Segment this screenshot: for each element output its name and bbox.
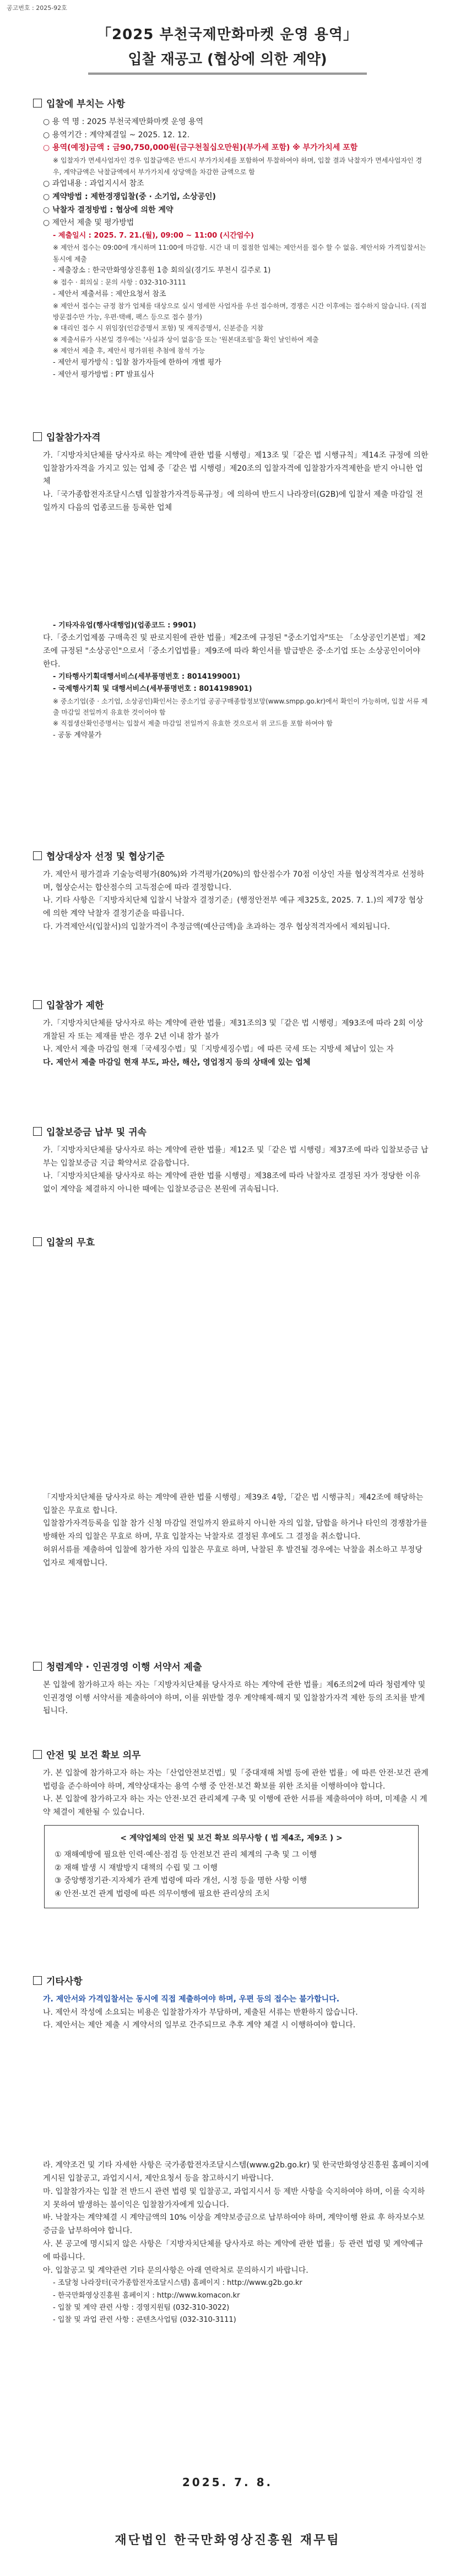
paragraph: 다. 제안서 제출 마감일 현재 부도, 파산, 해산, 영업정지 등의 상태에 있는 업체 — [43, 1058, 311, 1067]
title-divider — [88, 73, 367, 74]
code-item: - 기타행사기획대행서비스(세부품명번호 : 8014199001) — [53, 673, 240, 681]
spacer — [33, 1254, 430, 1491]
contact-item: - 입찰 및 계약 관련 사항 : 경영지원팀 (032-310-3022) — [53, 2303, 230, 2312]
checkbox-icon — [33, 1662, 42, 1671]
notice-number: 공고번호 : 2025-92호 — [7, 4, 67, 12]
paragraph: 가.「지방자치단체를 당사자로 하는 계약에 관한 법률」제31조의3 및「같은 법 시행령」제93조에 따라 2회 이상 개찰된 자 또는 제재를 받은 경우 2년 이내 참가 불가 — [43, 1018, 424, 1041]
paragraph: 가. 본 입찰에 참가하고자 하는 자는「산업안전보건법」및「중대재해 처벌 등에 관한 법률」에 따른 안전·보건 관계 법령을 준수하여야 하며, 계약상대자는 용역 수행 중 안전·보건 확보를 위한 조치를 이행하여야 합니다. — [43, 1768, 429, 1791]
paragraph: 「지방자치단체를 당사자로 하는 계약에 관한 법률 시행령」제39조 4항,「같은 법 시행규칙」제42조에 해당하는 입찰은 무효로 합니다. — [43, 1493, 424, 1515]
list-item: ○ 제안서 제출 및 평가방법 — [43, 218, 134, 228]
paragraph: 나. 제안서 제출 마감일 현재「국세징수법」및「지방세징수법」에 따른 국세 또는 지방세 체납이 있는 자 — [43, 1045, 394, 1054]
paragraph: 가. 제안서와 가격입찰서는 동시에 직접 제출하여야 하며, 우편 등의 접수는 불가합니다. — [43, 1994, 340, 2004]
checkbox-icon — [33, 1127, 42, 1136]
section-heading: 입찰참가 제한 — [33, 998, 430, 1014]
note: ※ 대리인 접수 시 위임장(인감증명서 포함) 및 재직증명서, 신분증을 지참 — [53, 324, 264, 332]
note: ※ 직접생산확인증명서는 입찰서 제출 마감일 전일까지 유효한 것으로서 위 코드를 포함 하여야 함 — [53, 720, 333, 728]
section-negotiation — [33, 849, 430, 934]
budget-note: ※ 입찰자가 면세사업자인 경우 입찰금액은 반드시 부가가치세를 포함하여 투찰하여야 하며, 입찰 결과 낙찰자가 면세사업자인 경우, 계약금액은 낙찰금액에서 부가가치세 상당액을 차감한 금액으로 함 — [53, 157, 422, 176]
section-heading: 기타사항 — [33, 1974, 430, 1990]
section-safety — [33, 1748, 430, 1914]
section-eligibility — [33, 430, 430, 742]
section-heading: 협상대상자 선정 및 협상기준 — [33, 849, 430, 865]
list-item: ○ 용 역 명 : 2025 부천국제만화마켓 운영 용역 — [43, 117, 204, 126]
eval-method: - 제안서 평가방법 : PT 발표심사 — [53, 370, 154, 379]
section-integrity — [33, 1660, 430, 1718]
note: - 제출장소 : 한국만화영상진흥원 1층 회의실(경기도 부천시 길주로 1) — [53, 266, 271, 275]
paragraph: 가.「지방자치단체를 당사자로 하는 계약에 관한 법률 시행령」제13조 및「같은 법 시행규칙」제14조 규정에 의한 입찰참가자격을 가지고 있는 업체 중「같은 법 시행령」제20조의 입찰자격에 입찰참가자격제한을 받지 아니한 업체 — [43, 450, 429, 486]
section-misc — [33, 1974, 430, 2326]
budget-row: ○ 용역(예정)금액 : 금90,750,000원(금구천칠십오만원)(부가세 포함) ※ 부가가치세 포함 — [43, 143, 358, 153]
section-invalid — [33, 1235, 430, 1570]
section-heading: 안전 및 보건 확보 의무 — [33, 1748, 430, 1764]
paragraph: 나. 본 입찰에 참가하고자 하는 자는 안전·보건 관리체계 구축 및 이행에 관한 서류를 제출하여야 하며, 미제출 시 계약 체결이 제한될 수 있습니다. — [43, 1795, 427, 1817]
contact-link[interactable]: - 한국만화영상진흥원 홈페이지 : http://www.komacon.kr — [53, 2291, 240, 2300]
note: ※ 제안서 접수는 규정 참가 업체를 대상으로 실시 영세한 사업자를 우선 접수하며, 경쟁은 시간 이후에는 접수하지 않습니다. (직접 방문접수만 가능, 우편·택배, 팩스 등으로 접수 불가) — [53, 302, 427, 321]
list-item: ③ 중앙행정기관·지자체가 관계 법령에 따라 개선, 시정 등을 명한 사항 이행 — [55, 1876, 307, 1886]
paragraph: 나.「국가종합전자조달시스템 입찰참가자격등록규정」에 의하여 반드시 나라장터(G2B)에 입찰서 제출 마감일 전일까지 다음의 업종코드를 등록한 업체 — [43, 490, 423, 513]
contact-link[interactable]: - 조달청 나라장터(국가종합전자조달시스템) 홈페이지 : http://www.g2b.go.kr — [53, 2279, 302, 2288]
section-heading: 청렴계약 · 인권경영 이행 서약서 제출 — [33, 1660, 430, 1676]
note: ※ 제안서 접수는 09:00에 개시하며 11:00에 마감함. 시간 내 미 접점한 업체는 제안서를 접수 할 수 없음. 제안서와 가격입찰서는 동시에 제출 — [53, 244, 426, 263]
note: ※ 제안서 제출 후, 제안서 평가위원 추첨에 참석 가능 — [53, 347, 205, 355]
section-heading: 입찰보증금 납부 및 귀속 — [33, 1125, 430, 1141]
paragraph: 아. 입찰공고 및 계약관련 기타 문의사항은 아래 연락처로 문의하시기 바랍니다. — [43, 2266, 308, 2275]
paragraph: 나. 기타 사항은「지방자치단체 입찰시 낙찰자 결정기준」(행정안전부 예규 제325호, 2025. 7. 1.)의 제7장 협상에 의한 계약 낙찰자 결정기준을 따릅니다. — [43, 896, 424, 919]
section-restriction — [33, 998, 430, 1070]
note: ※ 제출서류가 사본일 경우에는 '사실과 상이 없음'을 또는 '원본대조필'을 확인 날인하여 제출 — [53, 335, 319, 344]
checkbox-icon — [33, 1237, 42, 1246]
section-heading: 입찰에 부치는 사항 — [33, 96, 430, 112]
checkbox-icon — [33, 1750, 42, 1759]
safety-obligations-box — [44, 1825, 419, 1908]
checkbox-icon — [33, 99, 42, 108]
checkbox-icon — [33, 1976, 42, 1985]
list-item: ○ 계약방법 : 제한경쟁입찰(중 · 소기업, 소상공인) — [43, 192, 216, 201]
paragraph: 라. 계약조건 및 기타 자세한 사항은 국가종합전자조달시스템(www.g2b.go.kr) 및 한국만화영상진흥원 홈페이지에 게시된 입찰공고, 과업지시서, 제안요청서 등을 참고하시기 바랍니다. — [43, 2161, 429, 2183]
paragraph: 다. 제안서는 제안 제출 시 계약서의 일부로 간주되므로 추후 계약 체결 시 이행하여야 합니다. — [43, 2021, 356, 2030]
list-item: ② 재해 발생 시 재발방지 대책의 수립 및 그 이행 — [55, 1863, 218, 1872]
code-item: - 기타자유업(행사대행업)(업종코드 : 9901) — [53, 621, 196, 630]
spacer — [33, 515, 430, 620]
section-bid-items — [33, 96, 430, 381]
title-block — [66, 23, 389, 74]
note: - 공동 계약불가 — [53, 731, 102, 739]
paragraph: 나. 제안서 작성에 소요되는 비용은 입찰참가자가 부담하며, 제출된 서류는 반환하지 않습니다. — [43, 2008, 358, 2017]
checkbox-icon — [33, 432, 42, 441]
list-item: ○ 용역기간 : 계약체결일 ~ 2025. 12. 12. — [43, 130, 190, 139]
paragraph: 입찰참가자격등록을 입찰 참가 신청 마감일 전일까지 완료하지 아니한 자의 입찰, 담합을 하거나 타인의 경쟁참가를 방해한 자의 입찰은 무효로 하며, 무효 입찰자는 낙찰자로 결정된 후에도 그 결정을 취소합니다. — [43, 1519, 427, 1542]
contact-item: - 입찰 및 과업 관련 사항 : 콘텐츠사업팀 (032-310-3111) — [53, 2315, 236, 2324]
list-item: ○ 과업내용 : 과업지시서 참조 — [43, 179, 144, 189]
paragraph: 바. 낙찰자는 계약체결 시 계약금액의 10% 이상을 계약보증금으로 납부하여야 하며, 계약이행 완료 후 하자보수보증금을 납부하여야 합니다. — [43, 2213, 425, 2236]
paragraph: 나.「지방자치단체를 당사자로 하는 계약에 관한 법률 시행령」제38조에 따라 낙찰자로 결정된 자가 정당한 이유 없이 계약을 체결하지 아니한 때에는 입찰보증금은 본원에 귀속됩니다. — [43, 1172, 421, 1194]
page-title: 「2025 부천국제만화마켓 운영 용역」 — [97, 26, 358, 43]
code-item: - 국제행사기획 및 대행서비스(세부품명번호 : 8014198901) — [53, 685, 252, 694]
list-item: ① 재해예방에 필요한 인력·예산·점검 등 안전보건 관리 체계의 구축 및 그 이행 — [55, 1850, 317, 1859]
page-subtitle: 입찰 재공고 (협상에 의한 계약) — [128, 51, 327, 68]
paragraph: 가.「지방자치단체를 당사자로 하는 계약에 관한 법률」제12조 및「같은 법 시행령」제37조에 따라 입찰보증금 납부는 입찰보증금 지급 확약서로 갈음합니다. — [43, 1145, 429, 1168]
paragraph: 마. 입찰참가자는 입찰 전 반드시 관련 법령 및 입찰공고, 과업지시서 등 제반 사항을 숙지하여야 하며, 이를 숙지하지 못하여 발생하는 불이익은 입찰참가자에게 있습니다. — [43, 2187, 425, 2209]
list-item: ④ 안전·보건 관계 법령에 따른 의무이행에 필요한 관리상의 조치 — [55, 1890, 270, 1899]
notice-date: 2025. 7. 8. — [182, 2476, 273, 2489]
note: ※ 접수 · 회의실 : 문의 사항 : 032-310-3111 — [53, 278, 186, 287]
section-heading: 입찰참가자격 — [33, 430, 430, 446]
checkbox-icon — [33, 851, 42, 860]
submit-time: - 제출일시 : 2025. 7. 21.(월), 09:00 ~ 11:00 (시간엄수) — [53, 232, 254, 240]
section-deposit — [33, 1125, 430, 1196]
section-heading: 입찰의 무효 — [33, 1235, 430, 1251]
eval-method: - 제안서 평가방식 : 입찰 참가자들에 한하여 개별 평가 — [53, 358, 221, 367]
list-item: ○ 낙찰자 결정방법 : 협상에 의한 계약 — [43, 205, 174, 214]
paragraph: 가. 제안서 평가결과 기술능력평가(80%)와 가격평가(20%)의 합산점수가 70점 이상인 자를 협상적격자로 선정하며, 협상순서는 합산점수의 고득점순에 따라 결정합니다. — [43, 870, 424, 892]
paragraph: 사. 본 공고에 명시되지 않은 사항은「지방자치단체를 당사자로 하는 계약에 관한 법률」등 관련 법령 및 계약예규에 따릅니다. — [43, 2240, 423, 2262]
paragraph: 허위서류를 제출하여 입찰에 참가한 자의 입찰은 무효로 하며, 낙찰된 후 발견될 경우에는 낙찰을 취소하고 부정당업자로 제재합니다. — [43, 1545, 422, 1568]
paragraph: 다.「중소기업제품 구매촉진 및 판로지원에 관한 법률」제2조에 규정된 "중소기업자"또는 「소상공인기본법」제2조에 규정된 "소상공인"으로서「중소기업법률」제9조에 따라 확인서를 발급받은 중·소기업 또는 소상공인이어야 한다. — [43, 633, 426, 669]
box-title: < 계약업체의 안전 및 보건 확보 의무사항 ( 법 제4조, 제9조 ) > — [120, 1834, 343, 1843]
spacer — [33, 2032, 430, 2159]
paragraph: 본 입찰에 참가하고자 하는 자는「지방자치단체를 당사자로 하는 계약에 관한 법률」제6조의2에 따라 청렴계약 및 인권경영 이행 서약서를 제출하여야 하며, 이를 위반할 경우 계약해제·해지 및 입찰참가자격 제한 등의 조치를 받게 됩니다. — [43, 1680, 426, 1716]
issuing-organization: 재단법인 한국만화영상진흥원 재무팀 — [115, 2534, 340, 2547]
note: - 제안서 제출서류 : 제안요청서 참조 — [53, 289, 166, 298]
checkbox-icon — [33, 1000, 42, 1009]
paragraph: 다. 가격제안서(입찰서)의 입찰가격이 추정금액(예산금액)을 초과하는 경우 협상적격자에서 제외됩니다. — [43, 922, 390, 932]
note: ※ 중소기업(중 · 소기업, 소상공인)확인서는 중소기업 공공구매종합정보망(www.smpp.go.kr)에서 확인이 가능하며, 입찰 서류 제출 마감일 전일까지 유효한 것이어야 함 — [53, 697, 428, 716]
